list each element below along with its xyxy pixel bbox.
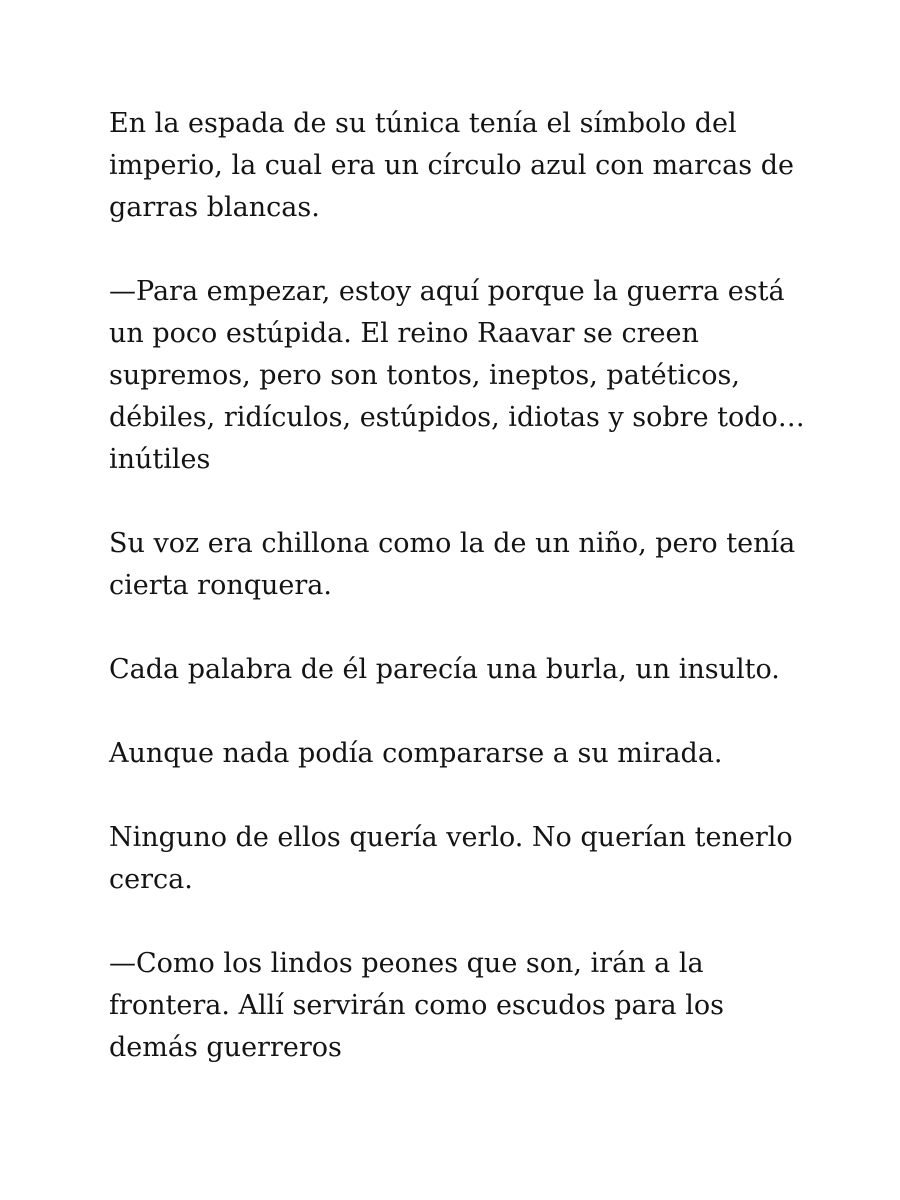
paragraph-gaze: Aunque nada podía compararse a su mirada. xyxy=(109,738,723,769)
paragraph-war-speech: —Para empezar, estoy aquí porque la guerra está un poco estúpida. El reino Raavar se creen supremos, pero son tontos, ineptos, patéticos, débiles, ridículos, estúpidos, idiotas y sobre todo… inútiles xyxy=(109,276,805,475)
paragraph-border-order: —Como los lindos peones que son, irán a la frontera. Allí servirán como escudos para los demás guerreros xyxy=(109,948,724,1063)
paragraph-nobody-wanted: Ninguno de ellos quería verlo. No querían tenerlo cerca. xyxy=(109,822,793,895)
paragraph-voice: Su voz era chillona como la de un niño, pero tenía cierta ronquera. xyxy=(109,528,796,601)
document-body xyxy=(109,103,819,1069)
paragraph-tunic-symbol: En la espada de su túnica tenía el símbolo del imperio, la cual era un círculo azul con marcas de garras blancas. xyxy=(109,108,794,223)
paragraph-mockery: Cada palabra de él parecía una burla, un insulto. xyxy=(109,654,780,685)
